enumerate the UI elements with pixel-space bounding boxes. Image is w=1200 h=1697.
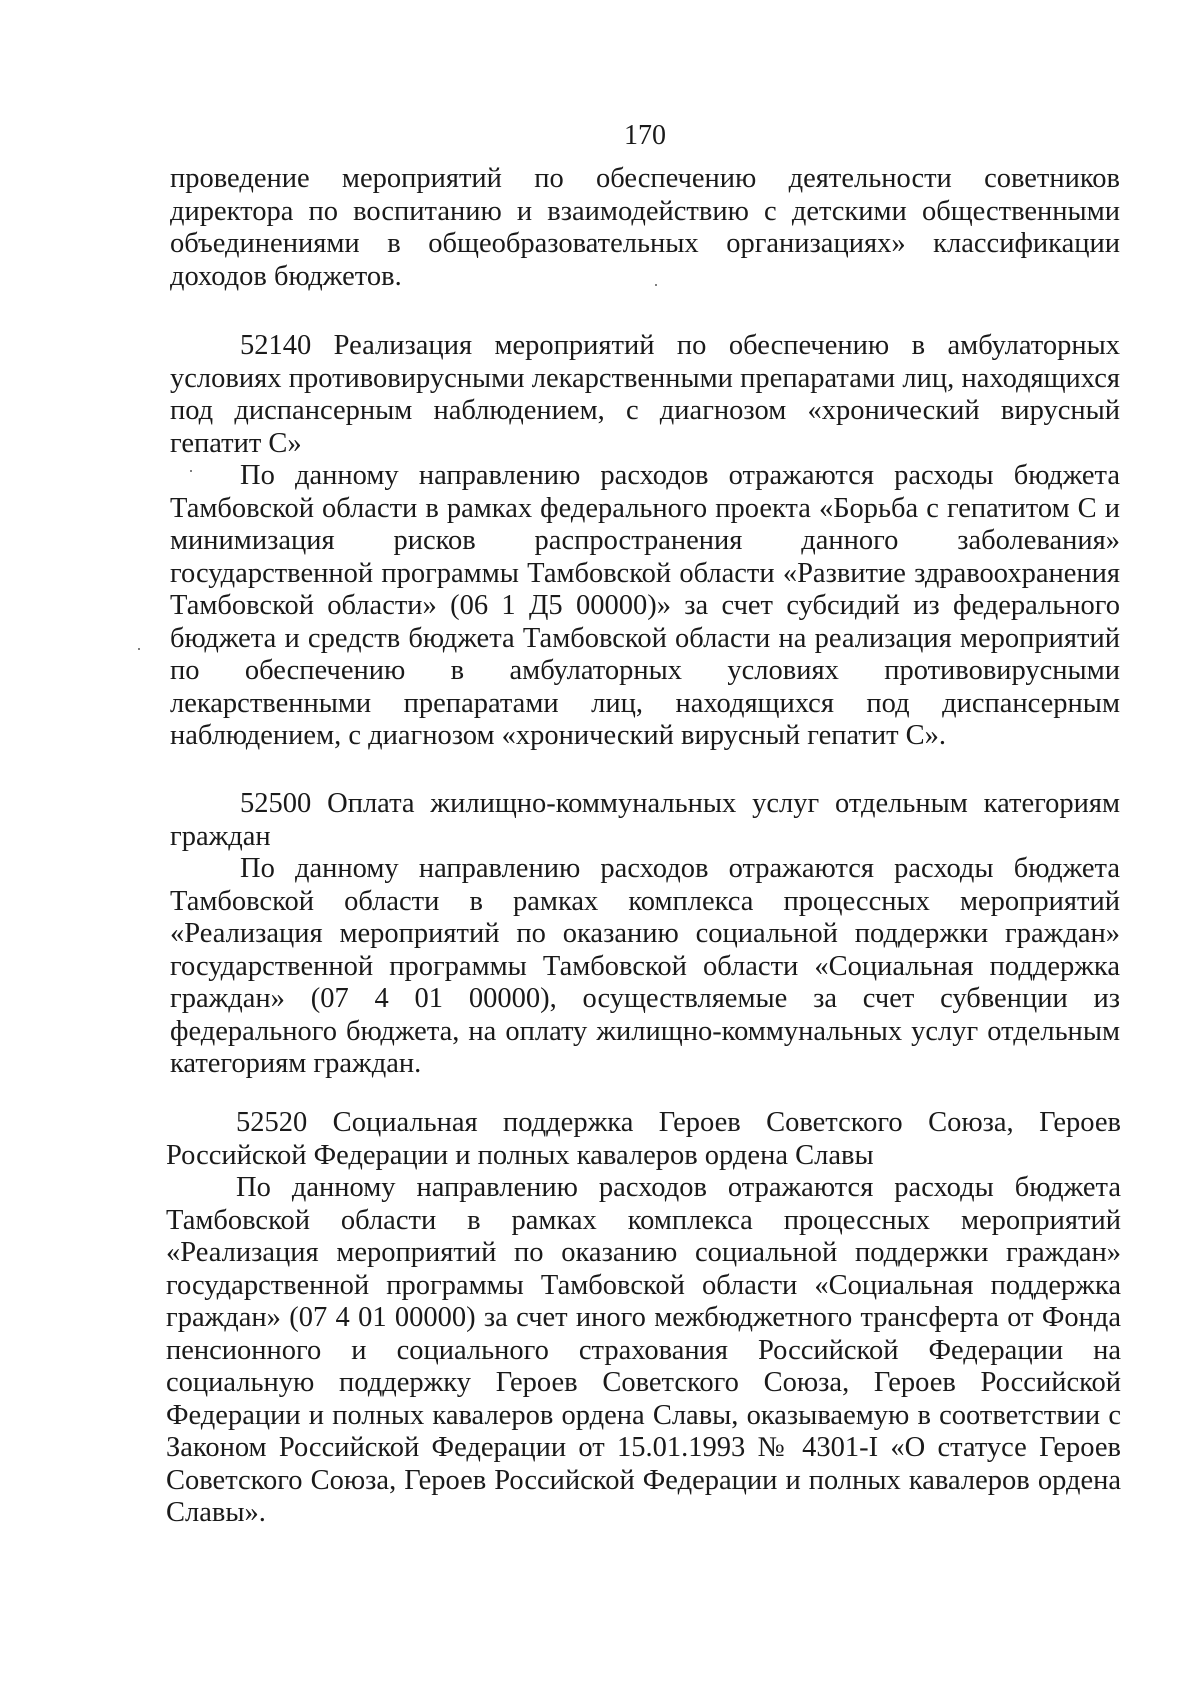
scan-speck [655, 284, 657, 286]
page-number: 170 [624, 120, 666, 151]
scan-speck [138, 648, 140, 650]
intro-paragraph: проведение мероприятий по обеспечению деятельности советников директора по воспитанию и взаимодействию с детскими общественными объединениями в общеобразовательных организациях» классификации доходов бюджетов. [170, 163, 1120, 292]
section-body: По данному направлению расходов отражаются расходы бюджета Тамбовской области в рамках комплекса процессных мероприятий «Реализация мероприятий по оказанию социальной поддержки граждан» государственной программы Тамбовской области «Социальная поддержка граждан» (07 4 01 00000) за счет иного межбюджетного трансферта от Фонда пенсионного и социального страхования Российской Федерации на социальную поддержку Героев Советского Союза, Героев Российской Федерации и полных кавалеров ордена Славы, оказываемую в соответствии с Законом Российской Федерации от 15.01.1993 № 4301-I «О статусе Героев Советского Союза, Героев Российской Федерации и полных кавалеров ордена Славы». [166, 1172, 1121, 1528]
section-52520 [166, 1107, 1121, 1530]
section-body: По данному направлению расходов отражаются расходы бюджета Тамбовской области в рамках комплекса процессных мероприятий «Реализация мероприятий по оказанию социальной поддержки граждан» государственной программы Тамбовской области «Социальная поддержка граждан» (07 4 01 00000), осуществляемые за счет субвенции из федерального бюджета, на оплату жилищно-коммунальных услуг отдельным категориям граждан. [170, 853, 1120, 1079]
section-heading: 52140 Реализация мероприятий по обеспечению в амбулаторных условиях противовирусными лекарственными препаратами лиц, находящихся под диспансерным наблюдением, с диагнозом «хронический вирусный гепатит С» [170, 330, 1120, 459]
section-52500 [170, 788, 1120, 1081]
scan-speck [190, 470, 192, 472]
section-body: По данному направлению расходов отражаются расходы бюджета Тамбовской области в рамках федерального проекта «Борьба с гепатитом С и минимизация рисков распространения данного заболевания» государственной программы Тамбовской области «Развитие здравоохранения Тамбовской области» (06 1 Д5 00000)» за счет субсидий из федерального бюджета и средств бюджета Тамбовской области на реализация мероприятий по обеспечению в амбулаторных условиях противовирусными лекарственными препаратами лиц, находящихся под диспансерным наблюдением, с диагнозом «хронический вирусный гепатит С». [170, 460, 1120, 751]
section-heading: 52520 Социальная поддержка Героев Советского Союза, Героев Российской Федерации и полных кавалеров ордена Славы [166, 1107, 1121, 1171]
intro-block [170, 163, 1120, 293]
section-heading: 52500 Оплата жилищно-коммунальных услуг отдельным категориям граждан [170, 788, 1120, 852]
section-52140 [170, 330, 1120, 753]
